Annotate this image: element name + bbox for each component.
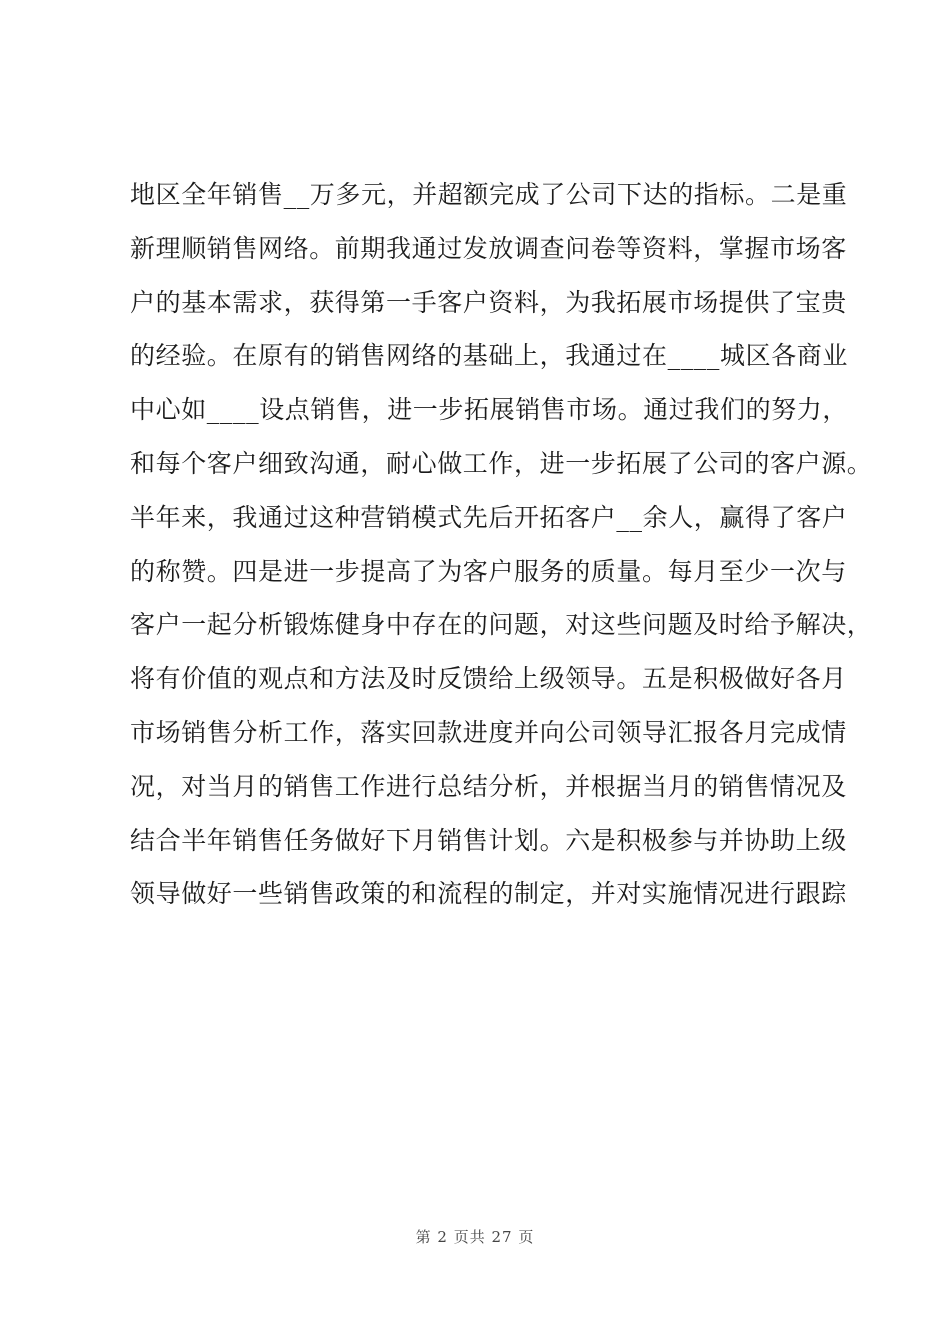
text-line: 领导做好一些销售政策的和流程的制定，并对实施情况进行跟踪 <box>130 879 847 909</box>
text-line: 客户一起分析锻炼健身中存在的问题，对这些问题及时给予解决， <box>130 610 873 640</box>
text-line: 况，对当月的销售工作进行总结分析，并根据当月的销售情况及 <box>130 771 847 801</box>
text-line: 户的基本需求，获得第一手客户资料，为我拓展市场提供了宝贵 <box>130 287 847 317</box>
text-line: 的经验。在原有的销售网络的基础上，我通过在____城区各商业 <box>130 341 849 371</box>
text-line: 中心如____设点销售，进一步拓展销售市场。通过我们的努力， <box>130 395 849 425</box>
text-line: 新理顺销售网络。前期我通过发放调查问卷等资料，掌握市场客 <box>130 233 847 263</box>
body-text <box>130 168 873 921</box>
text-line: 和每个客户细致沟通，耐心做工作，进一步拓展了公司的客户源。 <box>130 448 873 478</box>
text-line: 地区全年销售__万多元，并超额完成了公司下达的指标。二是重 <box>130 180 848 209</box>
text-line: 市场销售分析工作，落实回款进度并向公司领导汇报各月完成情 <box>130 717 847 747</box>
text-line: 半年来，我通过这种营销模式先后开拓客户__余人，赢得了客户 <box>130 502 848 532</box>
text-line: 结合半年销售任务做好下月销售计划。六是积极参与并协助上级 <box>130 825 847 855</box>
page-number-footer: 第 2 页共 27 页 <box>415 1228 535 1246</box>
text-line: 的称赞。四是进一步提高了为客户服务的质量。每月至少一次与 <box>130 556 847 586</box>
text-line: 将有价值的观点和方法及时反馈给上级领导。五是积极做好各月 <box>130 664 847 694</box>
